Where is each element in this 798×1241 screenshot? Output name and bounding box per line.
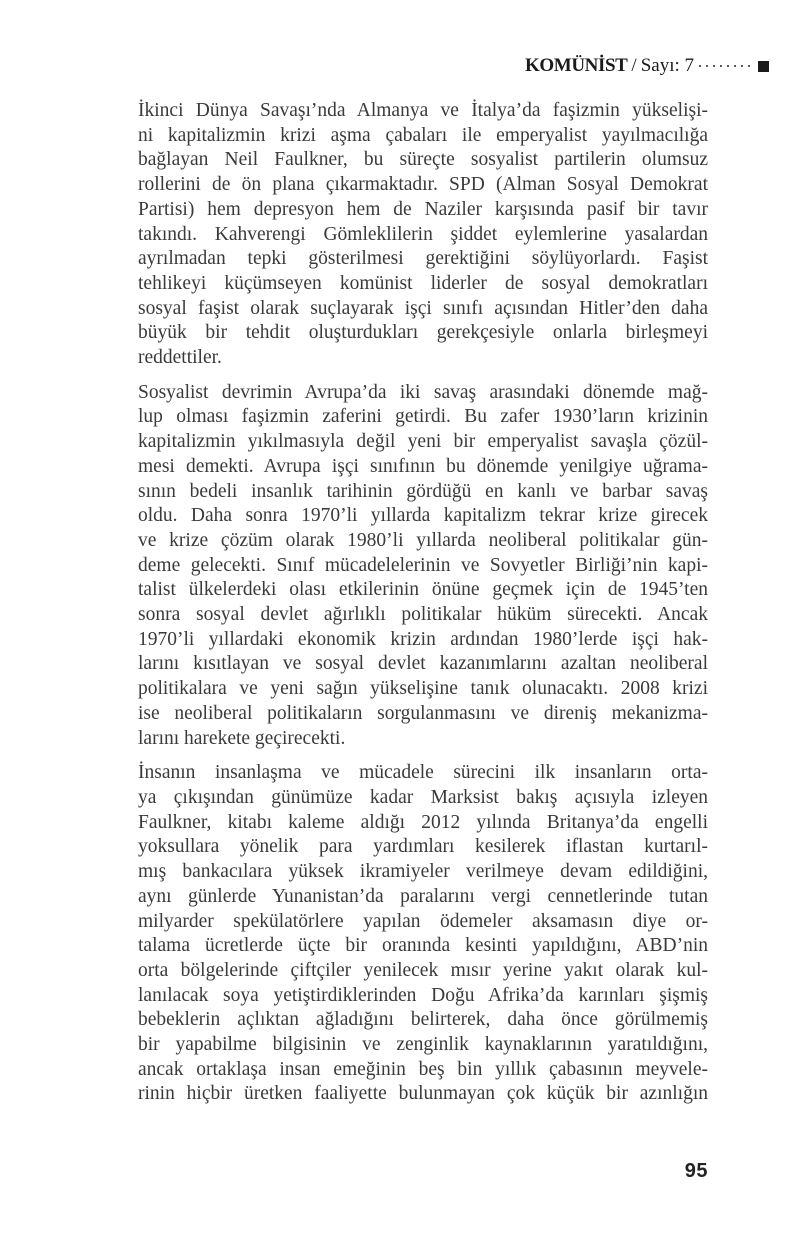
text-line: Sosyalist devrimin Avrupa’da iki savaş arasındaki dönemde mağ- <box>138 381 708 403</box>
text-line: kapitalizmin yıkılmasıyla değil yeni bir emperyalist savaşla çözül- <box>138 431 708 453</box>
text-line: lup olması faşizmin zaferini getirdi. Bu zafer 1930’ların krizinin <box>138 406 708 428</box>
text-line: rollerini de ön plana çıkarmaktadır. SPD (Alman Sosyal Demokrat <box>138 174 708 196</box>
dotted-leader-line <box>699 65 755 67</box>
text-line: rinin hiçbir üretken faaliyette bulunmayan çok küçük bir azınlığın <box>138 1083 708 1105</box>
page-number: 95 <box>684 1160 708 1182</box>
text-line: talama ücretlerde üçte bir oranında kesinti yapıldığını, ABD’nin <box>138 935 708 957</box>
text-line: ya çıkışından günümüze kadar Marksist bakış açısıyla izleyen <box>138 786 708 808</box>
text-line: Faulkner, kitabı kaleme aldığı 2012 yılında Britanya’da engelli <box>138 811 708 833</box>
text-line: oldu. Daha sonra 1970’li yıllarda kapitalizm tekrar krize girecek <box>138 505 708 527</box>
text-line: milyarder spekülatörlere yapılan ödemeler aksamasın diye or- <box>138 910 708 932</box>
text-line: deme gelecekti. Sınıf mücadelelerinin ve Sovyetler Birliği’nin kapi- <box>138 554 708 576</box>
text-line: larını kısıtlayan ve sosyal devlet kazanımlarını azaltan neoliberal <box>138 653 708 675</box>
text-line: mış bankacılara yüksek ikramiyeler verilmeye devam edildiğini, <box>138 861 708 883</box>
text-line: mesi demekti. Avrupa işçi sınıfının bu dönemde yenilgiye uğrama- <box>138 455 708 477</box>
text-line: bağlayan Neil Faulkner, bu süreçte sosyalist partilerin olumsuz <box>138 149 708 171</box>
text-line: ayrılmadan tepki gösterilmesi gerektiğini söylüyorlardı. Faşist <box>138 248 708 270</box>
page-footer <box>138 1160 708 1183</box>
text-line: bebeklerin açlıktan ağladığını belirterek, daha önce görülmemiş <box>138 1009 708 1031</box>
header-separator: / <box>631 54 637 76</box>
text-line: takındı. Kahverengi Gömleklilerin şiddet eylemlerine yasalardan <box>138 223 708 245</box>
text-line: sının bedeli insanlık tarihinin gördüğü en kanlı ve barbar savaş <box>138 480 708 502</box>
text-line: politikalara ve yeni sağın yükselişine tanık olunacaktı. 2008 krizi <box>138 678 708 700</box>
text-line: İnsanın insanlaşma ve mücadele sürecini ilk insanların orta- <box>138 762 708 784</box>
text-line: ise neoliberal politikaların sorgulanmasını ve direniş mekanizma- <box>138 702 708 724</box>
text-line: tehlikeyi küçümseyen komünist liderler de sosyal demokratları <box>138 272 708 294</box>
text-line: sonra sosyal devlet ağırlıklı politikalar hüküm sürecekti. Ancak <box>138 604 708 626</box>
text-line: aynı günlerde Yunanistan’da paralarını vergi cennetlerinde tutan <box>138 885 708 907</box>
text-line: ni kapitalizmin krizi aşma çabaları ile emperyalist yayılmacılığa <box>138 124 708 146</box>
text-line: talist ülkelerdeki olası etkilerinin önüne geçmek için de 1945’ten <box>138 579 708 601</box>
text-line: ve krize çözüm olarak 1980’li yıllarda neoliberal politikalar gün- <box>138 529 708 551</box>
paragraph <box>138 761 708 1107</box>
text-line: büyük bir tehdit oluşturdukları gerekçesiyle onlarla birleşmeyi <box>138 322 708 344</box>
paragraph <box>138 99 708 371</box>
text-line: 1970’li yıllardaki ekonomik krizin ardından 1980’lerde işçi hak- <box>138 628 708 650</box>
text-line: bir yapabilme bilgisinin ve zenginlik kaynaklarının yaratıldığını, <box>138 1034 708 1056</box>
issue-label: Sayı: 7 <box>640 54 694 76</box>
page-header <box>525 54 769 77</box>
text-line: lanılacak soya yetiştirdiklerinden Doğu Afrika’da karınları şişmiş <box>138 984 708 1006</box>
text-line: yoksullara yönelik para yardımları kesilerek iflastan kurtarıl- <box>138 836 708 858</box>
paragraph <box>138 381 708 752</box>
text-line: İkinci Dünya Savaşı’nda Almanya ve İtalya’da faşizmin yükselişi- <box>138 100 708 121</box>
text-line: ancak ortaklaşa insan emeğinin beş bin yıllık çabasının meyvele- <box>138 1058 708 1080</box>
text-line: reddettiler. <box>138 347 222 369</box>
text-line: larını harekete geçirecekti. <box>138 727 346 749</box>
text-line: orta bölgelerinde çiftçiler yenilecek mısır yerine yakıt olarak kul- <box>138 959 708 981</box>
journal-title: KOMÜNİST <box>525 54 628 76</box>
square-marker-icon <box>758 61 769 72</box>
text-line: sosyal faşist olarak suçlayarak işçi sınıfı açısından Hitler’den daha <box>138 297 708 319</box>
text-line: Partisi) hem depresyon hem de Naziler karşısında pasif bir tavır <box>138 198 708 220</box>
body-text <box>138 99 708 1117</box>
